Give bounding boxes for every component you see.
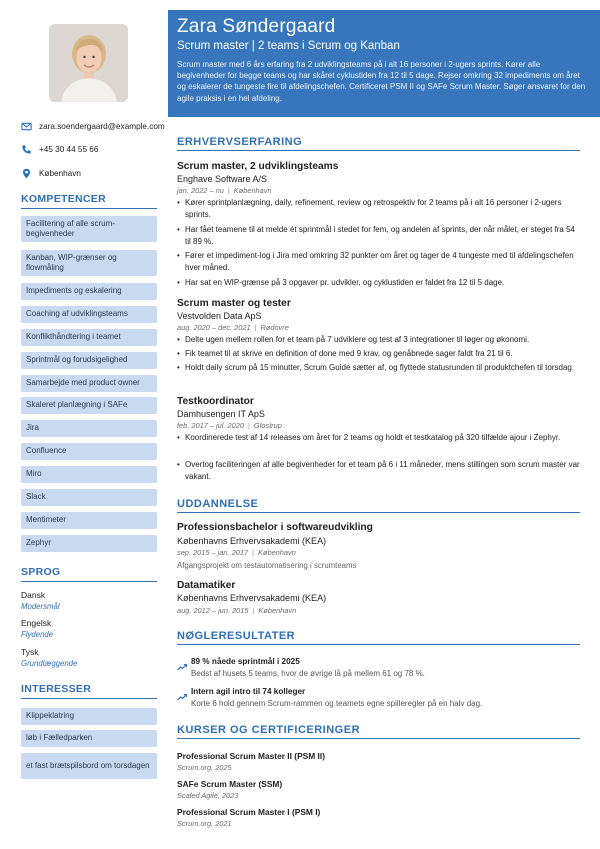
language-name: Dansk [21,590,46,600]
job-dates: feb. 2017 – jul. 2020 [177,421,244,430]
phone-text: +45 30 44 55 66 [39,144,99,154]
email-text: zara.soendergaard@example.com [39,121,165,131]
education-meta: aug. 2012 – jun. 2015 | København [177,606,297,615]
key-result-title: Intern agil intro til 74 kolleger [191,687,306,696]
education-degree: Datamatiker [177,580,236,591]
key-result-description: Korte 6 hold gennem Scrum-rammen og teamets egne spilleregler på en halv dag. [191,699,483,708]
skill-tag: Jira [21,420,157,437]
interest-tag: et fast brætspilsbord om torsdagen [21,753,157,779]
skill-tag: Skaleret planlægning i SAFe [21,397,157,414]
experience-heading: ERHVERVSERFARING [177,136,580,151]
person-title: Scrum master | 2 teams i Scrum og Kanban [177,40,400,52]
job-title: Testkoordinator [177,396,254,407]
trend-up-icon [177,658,187,666]
job-dates: jan. 2022 – nu [177,186,224,195]
languages-heading: SPROG [21,566,157,582]
job-bullet: • Koordinerede test af 14 releases om året for 2 teams og holdt et testkatalog på 320 tilfælde ajour i Zephyr. [177,432,582,444]
skill-tag: Confluence [21,443,157,460]
sidebar [0,0,168,849]
education-heading: UDDANNELSE [177,498,580,513]
course-title: SAFe Scrum Master (SSM) [177,779,283,789]
education-school: Københavns Erhvervsakademi (KEA) [177,536,327,546]
job-dates: aug. 2020 – dec. 2021 [177,323,251,332]
profile-photo [49,24,128,102]
job-company: Vestvolden Data ApS [177,311,262,321]
education-dates: sep. 2015 – jan. 2017 [177,548,249,557]
job-bullet: • Holdt daily scrum på 15 minutter, Scrum Guide sætter af, og flyttede statusrunden til produktchefen til torsdag. [177,362,582,374]
courses-heading: KURSER OG CERTIFICERINGER [177,724,580,739]
language-level: Modersmål [21,602,60,611]
education-meta: sep. 2015 – jan. 2017 | København [177,548,296,557]
skill-tag: Sprintmål og forudsigelighed [21,352,157,369]
job-bullet: • Har fået teamene til at melde ét sprintmål i stedet for fem, og andelen af sprints, der når målet, er steget fra 54 til 89 %. [177,224,582,248]
skill-tag: Coaching af udviklingsteams [21,306,157,323]
skill-tag: Zephyr [21,535,157,552]
location-text: København [39,168,81,178]
interest-tag: Klippeklatring [21,708,157,725]
mail-icon [21,121,32,132]
interest-tag: løb i Fælledparken [21,730,157,747]
location-pin-icon [21,168,32,179]
contact-location [21,166,171,180]
language-name: Tysk [21,647,39,657]
language-name: Engelsk [21,618,52,628]
job-company: Enghave Software A/S [177,174,268,184]
key-result-title: 89 % nåede sprintmål i 2025 [191,657,300,666]
skill-tag: Konflikthåndtering i teamet [21,329,157,346]
job-location: København [233,186,272,195]
profile-summary: Scrum master med 6 års erfaring fra 2 udviklingsteams på i alt 16 personer i 2-ugers sprints. Kører alle begivenheder for begge teams og har skåret cyklustiden fra 12 til 5 dage. Rejser omkring 32 impediments om året og eskalerer de tungeste fire til afdelingschefen. Certificeret PSM II og SAFe Scrum Master. Søger ansvaret for den agile praksis i en hel afdeling. [177,60,586,103]
course-org: Scrum.org, 2021 [177,819,232,828]
job-company: Damhusengen IT ApS [177,409,265,419]
education-location: København [258,548,296,557]
skill-tag: Miro [21,466,157,483]
job-bullet: • Delte ugen mellem rollen for et team på 7 udviklere og test af 3 integrationer til løger og økonomi. [177,334,582,346]
person-name: Zara Søndergaard [177,16,336,37]
job-location: Rødovre [260,323,289,332]
contact-email[interactable] [21,119,171,133]
job-title: Scrum master, 2 udviklingsteams [177,161,339,172]
course-title: Professional Scrum Master I (PSM I) [177,807,321,817]
skill-tag: Impediments og eskalering [21,283,157,300]
job-meta: aug. 2020 – dec. 2021 | Rødovre [177,323,289,332]
job-location: Glostrup [253,421,282,430]
skill-tag: Facilitering af alle scrum-begivenheder [21,216,157,242]
skill-tag: Samarbejde med product owner [21,375,157,392]
job-bullet: • Fører et impediment-log i Jira med omkring 32 punkter om året og tager de 4 tungeste med til afdelingschefen hver måned. [177,250,582,274]
language-level: Grundlæggende [21,659,78,668]
job-bullet: • Har sat en WIP-grænse på 3 opgaver pr. udvikler, og cyklustiden er faldet fra 12 til 5 dage. [177,277,582,289]
skill-tag: Mentimeter [21,512,157,529]
skills-heading: KOMPETENCER [21,193,157,209]
key-results-heading: NØGLERESULTATER [177,630,580,645]
header-banner [168,10,600,117]
education-location: København [258,606,297,615]
education-dates: aug. 2012 – jun. 2015 [177,606,249,615]
education-school: Københavns Erhvervsakademi (KEA) [177,593,327,603]
course-org: Scrum.org, 2025 [177,763,232,772]
job-bullet: • Overtog faciliteringen af alle begivenheder for et team på 6 i 11 måneder, mens stillingen som scrum master var vakant. [177,459,582,483]
skill-tag: Slack [21,489,157,506]
language-level: Flydende [21,630,54,639]
job-bullet: • Kører sprintplanlægning, daily, refinement, review og retrospektiv for 2 teams på i alt 16 personer i 2-ugers sprints. [177,197,582,221]
skill-tag: Kanban, WIP-grænser og flowmåling [21,250,157,276]
job-title: Scrum master og tester [177,298,291,309]
course-title: Professional Scrum Master II (PSM II) [177,751,325,761]
education-degree: Professionsbachelor i softwareudvikling [177,522,373,533]
phone-icon [21,144,32,155]
education-description: Afgangsprojekt om testautomatisering i scrumteams [177,561,357,570]
trend-up-icon [177,688,187,696]
contact-phone[interactable] [21,142,171,156]
job-meta: jan. 2022 – nu | København [177,186,272,195]
job-bullet: • Fik teamet til at skrive en definition of done med 9 krav, og genåbnede sager faldt fra 21 til 6. [177,348,582,360]
interests-heading: INTERESSER [21,683,157,699]
key-result-description: Bedst af husets 5 teams, hvor de øvrige lå på mellem 61 og 78 %. [191,669,425,678]
job-meta: feb. 2017 – jul. 2020 | Glostrup [177,421,282,430]
portrait-image [49,24,128,102]
course-org: Scaled Agile, 2023 [177,791,239,800]
